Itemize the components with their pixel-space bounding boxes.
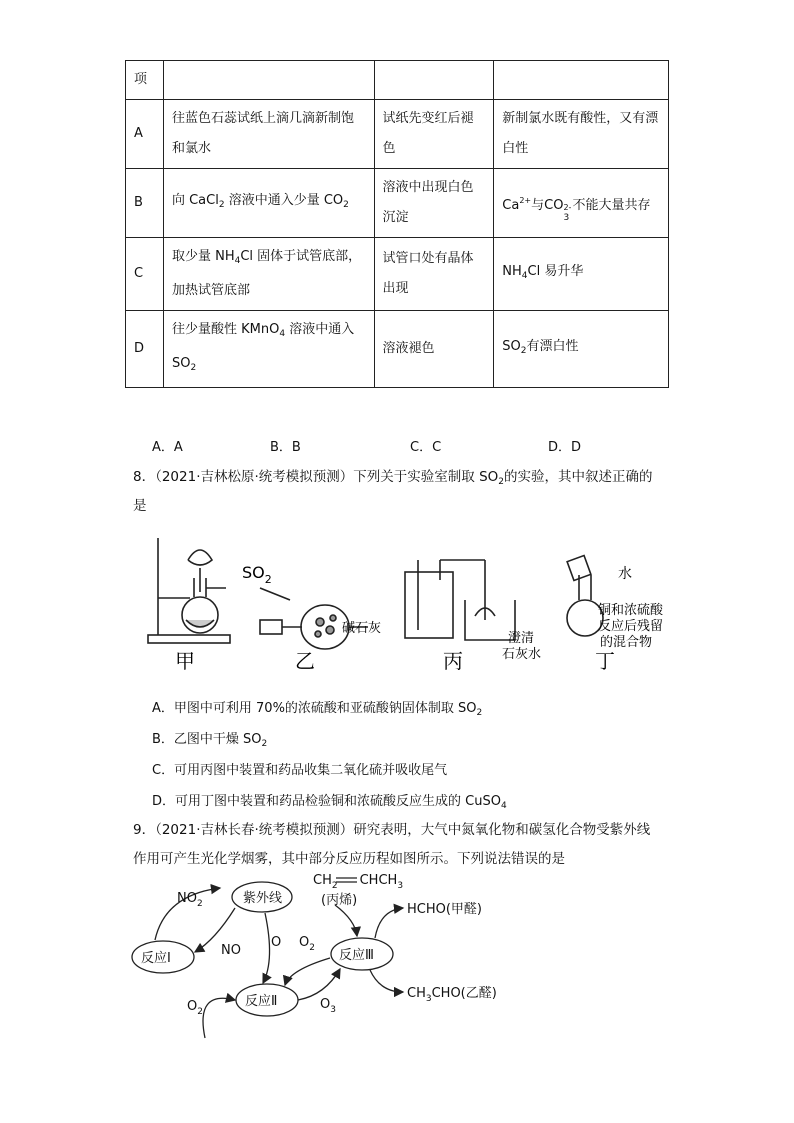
operation-cell: 往蓝色石蕊试纸上滴几滴新制饱和氯水 <box>163 100 374 169</box>
label-o2-top: $O_2$ <box>299 935 315 953</box>
label-uv: 紫外线 <box>243 891 283 906</box>
label-ch3cho: $CH_3CHO$(乙醛) <box>407 986 497 1004</box>
arrow-r3-to-r2 <box>285 958 330 985</box>
q8-apparatus-figure <box>130 530 710 680</box>
conclusion-cell: $SO_2$有漂白性 <box>494 311 669 388</box>
phenomenon-cell: 试管口处有晶体出现 <box>374 238 494 311</box>
label-propene-name: (丙烯) <box>321 893 358 908</box>
header-cell <box>494 61 669 100</box>
table-header-row <box>126 61 669 100</box>
phenomenon-cell: 溶液中出现白色沉淀 <box>374 169 494 238</box>
label-no2: $NO_2$ <box>177 891 203 909</box>
so2-arrow <box>260 588 290 600</box>
label-limewater-2: 石灰水 <box>502 647 542 662</box>
row-label: D <box>126 311 164 388</box>
label-jia: 甲 <box>175 649 195 673</box>
operation-cell: 向 CaCl$_2$ 溶液中通入少量 $CO_2$ <box>163 169 374 238</box>
arrow-o2-to-r2 <box>203 998 235 1038</box>
q9-stem-line2: 作用可产生光化学烟雾，其中部分反应历程如图所示。下列说法错误的是 <box>133 851 565 867</box>
gas-bottle <box>405 572 453 638</box>
label-propene-formula: $CH_2$ $CHCH_3$ <box>313 873 404 891</box>
label-mix-1: 铜和浓硫酸 <box>598 603 664 618</box>
row-label: B <box>126 169 164 238</box>
separating-funnel <box>188 550 212 565</box>
label-o: O <box>271 935 282 950</box>
arrow-r3-to-hcho <box>375 908 403 938</box>
row-label: A <box>126 100 164 169</box>
label-o2-bottom: $O_2$ <box>187 999 203 1017</box>
label-r2: 反应Ⅱ <box>245 994 278 1009</box>
table-row <box>126 238 669 311</box>
conclusion-cell: $NH_4Cl$ 易升华 <box>494 238 669 311</box>
conclusion-cell: $Ca^{2+}$与CO 2- 3 不能大量共存 <box>494 169 669 238</box>
label-so2: $SO_2$ <box>242 563 272 586</box>
label-limewater-1: 澄清 <box>508 631 535 646</box>
header-cell: 项 <box>126 61 164 100</box>
phenomenon-cell: 试纸先变红后褪色 <box>374 100 494 169</box>
drying-tube-end <box>260 620 282 634</box>
conclusion-cell: 新制氯水既有酸性，又有漂白性 <box>494 100 669 169</box>
label-no: NO <box>221 943 241 958</box>
arrow-propene-to-r3 <box>335 905 357 936</box>
table-row <box>126 169 669 238</box>
arrow-r3-to-ch3cho <box>370 970 403 992</box>
label-hcho: HCHO(甲醛) <box>407 902 483 917</box>
q7-table <box>125 60 669 388</box>
table-row <box>126 311 669 388</box>
phenomenon-cell: 溶液褪色 <box>374 311 494 388</box>
option-b[interactable]: B．B <box>270 440 301 455</box>
arrow-r2-to-r3 <box>298 969 340 1000</box>
operation-cell: 往少量酸性 KMnO$_4$ 溶液中通入 $SO_2$ <box>163 311 374 388</box>
label-mix-3: 的混合物 <box>600 635 653 650</box>
table-row <box>126 100 669 169</box>
header-cell <box>163 61 374 100</box>
q8-stem: 8．（2021·吉林松原·统考模拟预测）下列关于实验室制取 $SO_2$的实验，其中叙述正确的 <box>133 469 653 487</box>
q8-option-b[interactable]: B．乙图中干燥 $SO_2$ <box>152 732 268 749</box>
label-water: 水 <box>618 566 632 582</box>
q8-option-d[interactable]: D．可用丁图中装置和药品检验铜和浓硫酸反应生成的 CuSO$_4$ <box>152 794 507 811</box>
label-r1: 反应Ⅰ <box>141 951 171 966</box>
label-soda-lime: 碱石灰 <box>342 621 382 636</box>
option-d[interactable]: D．D <box>548 440 582 455</box>
q9-reaction-diagram <box>125 870 545 1050</box>
stand-base <box>148 635 230 643</box>
label-bing: 丙 <box>443 649 463 673</box>
label-r3: 反应Ⅲ <box>339 948 374 963</box>
label-o3: $O_3$ <box>320 997 336 1015</box>
arrow-uv-to-r2 <box>263 913 270 983</box>
operation-cell: 取少量 $NH_4Cl$ 固体于试管底部，加热试管底部 <box>163 238 374 311</box>
option-c[interactable]: C．C <box>410 440 442 455</box>
q8-stem-line2: 是 <box>133 498 147 514</box>
label-mix-2: 反应后残留 <box>598 619 664 634</box>
label-ding: 丁 <box>595 649 615 673</box>
label-yi: 乙 <box>295 649 315 673</box>
option-a[interactable]: A．A <box>152 440 183 455</box>
q8-option-a[interactable]: A．甲图中可利用 70%的浓硫酸和亚硫酸钠固体制取 $SO_2$ <box>152 701 483 718</box>
row-label: C <box>126 238 164 311</box>
q8-option-c[interactable]: C．可用丙图中装置和药品收集二氧化硫并吸收尾气 <box>152 763 448 778</box>
q9-stem-line1: 9．（2021·吉林长春·统考模拟预测）研究表明，大气中氮氧化物和碳氢化合物受紫外线 <box>133 822 651 838</box>
header-cell <box>374 61 494 100</box>
